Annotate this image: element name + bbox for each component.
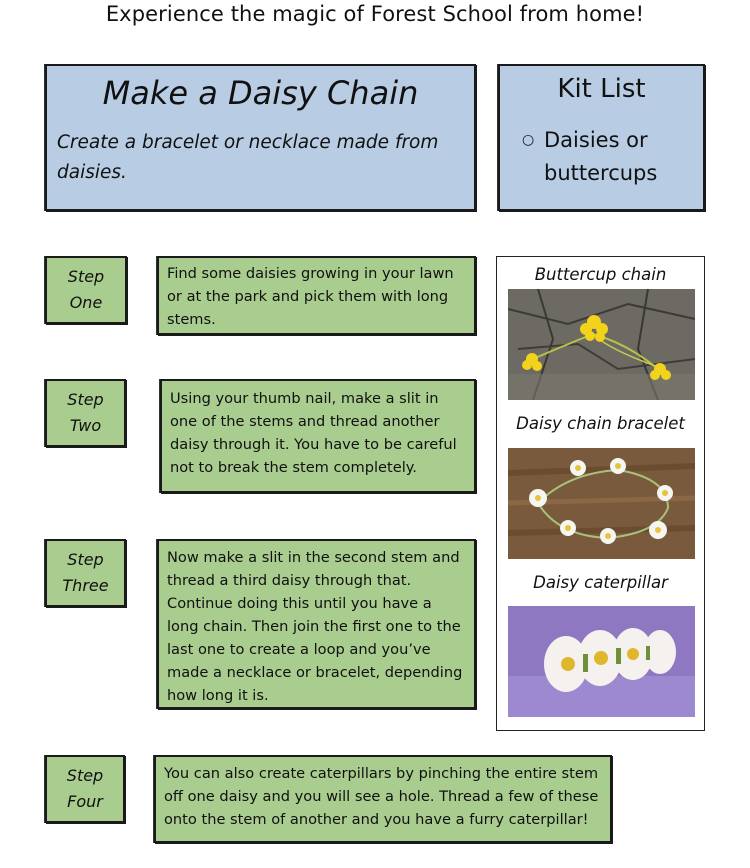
activity-title: Make a Daisy Chain — [102, 74, 419, 112]
step-four-label: Step Four — [66, 766, 104, 811]
step-one-text-box — [157, 256, 476, 335]
daisy-caterpillar-photo — [508, 606, 695, 717]
page-header: Experience the magic of Forest School from home! — [105, 2, 645, 26]
step-one-text: Find some daisies growing in your lawn or at the park and pick them with long stems. — [167, 265, 454, 328]
photo-caption-bracelet: Daisy chain bracelet — [516, 414, 685, 433]
step-four-text-box — [154, 755, 612, 843]
step-three-label: Step Three — [62, 550, 109, 595]
step-three-text: Now make a slit in the second stem and thread a third daisy through that. Continue doing this until you have a long chain. Then join the first one to the last one to create a loop and you’ve made a necklace or bracelet, depending how long it is. — [167, 549, 463, 704]
photo-caption-buttercup: Buttercup chain — [534, 265, 667, 284]
kit-list-box — [498, 64, 705, 211]
step-four-text: You can also create caterpillars by pinching the entire stem off one daisy and you will see a hole. Thread a few of these onto the stem of another and you have a furry caterpillar! — [164, 765, 599, 828]
activity-title-box — [45, 64, 476, 211]
step-one-label-box — [45, 256, 127, 324]
buttercup-chain-photo — [508, 289, 695, 400]
step-two-text-box — [160, 379, 476, 493]
step-two-label: Step Two — [67, 390, 104, 435]
bullet-icon: ○ — [522, 132, 535, 148]
step-four-label-box — [45, 755, 125, 823]
step-three-label-box — [45, 539, 126, 607]
step-three-text-box — [157, 539, 476, 709]
step-one-label: Step One — [67, 267, 105, 312]
activity-subtitle: Create a bracelet or necklace made from daisies. — [57, 132, 439, 183]
kit-list-title: Kit List — [557, 74, 646, 104]
step-two-text: Using your thumb nail, make a slit in one of the stems and thread another daisy through it. You have to be careful not to break the stem completely. — [170, 390, 457, 476]
photo-caption-caterpillar: Daisy caterpillar — [533, 573, 668, 592]
step-two-label-box — [45, 379, 126, 447]
daisy-bracelet-photo — [508, 448, 695, 559]
photo-panel — [496, 256, 705, 731]
kit-list-item: Daisies or buttercups — [544, 128, 658, 185]
